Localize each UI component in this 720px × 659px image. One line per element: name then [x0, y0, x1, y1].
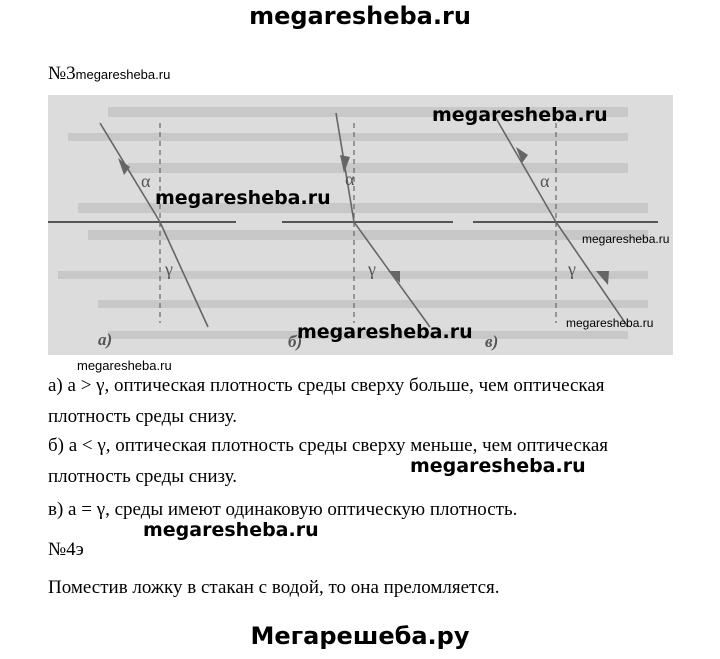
- watermark: megaresheba.ru: [410, 455, 586, 477]
- gamma-label-b: γ: [368, 259, 376, 279]
- inline-watermark: megaresheba.ru: [75, 67, 171, 82]
- task4-label: №4э: [48, 539, 84, 560]
- caption-a: а): [98, 330, 113, 349]
- gamma-label-c: γ: [568, 259, 576, 279]
- alpha-label-b: α: [345, 169, 355, 189]
- answer-c: в) a = γ, среды имеют одинаковую оптическую плотность.: [48, 499, 518, 520]
- watermark: megaresheba.ru: [297, 321, 473, 343]
- caption-c: в): [485, 332, 499, 351]
- site-title: megaresheba.ru: [249, 2, 471, 30]
- task4-text: Поместив ложку в стакан с водой, то она преломляется.: [48, 577, 500, 598]
- answer-a: а) a > γ, оптическая плотность среды сверху больше, чем оптическая плотность среды снизу.: [48, 375, 605, 427]
- watermark: megaresheba.ru: [155, 187, 331, 209]
- watermark: megaresheba.ru: [77, 358, 172, 373]
- watermark: megaresheba.ru: [432, 104, 608, 126]
- caption-b: б): [288, 332, 303, 351]
- alpha-label-c: α: [540, 171, 550, 191]
- watermark: megaresheba.ru: [143, 519, 319, 541]
- footer-title: Мегарешеба.ру: [250, 622, 470, 650]
- answer-b: б) a < γ, оптическая плотность среды сверху меньше, чем оптическая плотность среды снизу.: [48, 435, 608, 487]
- gamma-label-a: γ: [165, 259, 173, 279]
- alpha-label-a: α: [141, 171, 151, 191]
- task3-number: №3: [48, 63, 76, 84]
- watermark: megaresheba.ru: [582, 232, 670, 246]
- watermark: megaresheba.ru: [566, 316, 654, 330]
- task3-label: [48, 63, 170, 85]
